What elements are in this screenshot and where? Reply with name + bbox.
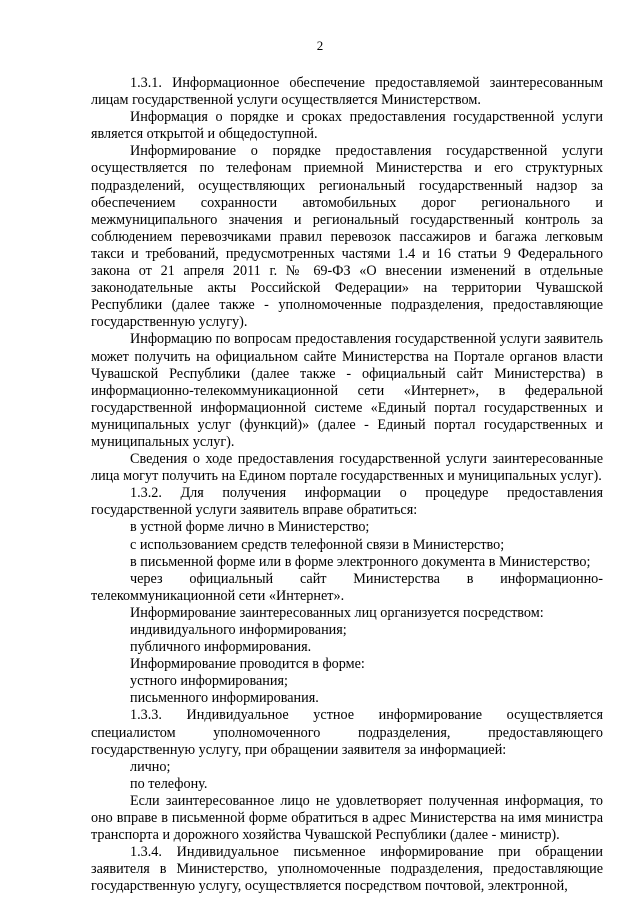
paragraph-1-3-1: 1.3.1. Информационное обеспечение предоставляемой заинтересованным лицам государственной услуги осуществляется Министерством.	[91, 75, 603, 109]
paragraph: Информирование заинтересованных лиц организуется посредством:	[130, 604, 544, 621]
page-number: 2	[316, 38, 324, 53]
paragraph: Сведения о ходе предоставления государственной услуги заинтересованные лица могут получить на Едином портале государственных и муниципальных услуг).	[91, 451, 603, 485]
list-item: письменного информирования.	[130, 690, 319, 707]
paragraph: Если заинтересованное лицо не удовлетворяет полученная информация, то оно вправе в письменной форме обратиться в адрес Министерства на имя министра транспорта и дорожного хозяйства Чувашской Республики (далее - министр).	[91, 792, 603, 844]
paragraph-1-3-3: 1.3.3. Индивидуальное устное информирование осуществляется специалистом уполномоченного подразделения, предоставляющего государственную услугу, при обращении заявителя за информацией:	[91, 707, 603, 758]
paragraph: Информирование проводится в форме:	[130, 656, 365, 673]
document-body	[91, 75, 603, 896]
list-item: с использованием средств телефонной связи в Министерство;	[130, 536, 505, 553]
paragraph-1-3-4: 1.3.4. Индивидуальное письменное информирование при обращении заявителя в Министерство, уполномоченные подразделения, предоставляющие государственную услугу, осуществляется посредством почтовой, электронной,	[91, 844, 603, 895]
list-item: публичного информирования.	[130, 639, 312, 656]
list-item: в письменной форме или в форме электронного документа в Министерство;	[130, 553, 591, 570]
paragraph: Информация о порядке и сроках предоставления государственной услуги является открытой и общедоступной.	[91, 109, 603, 143]
list-item: в устной форме лично в Министерство;	[130, 519, 370, 536]
paragraph: Информирование о порядке предоставления государственной услуги осуществляется по телефонам приемной Министерства и его структурных подразделений, осуществляющих региональный государственный надзор за обеспечением сохранности автомобильных дорог регионального и межмуниципального значения и региональный государственный контроль за соблюдением перевозчиками правил перевозок пассажиров и багажа легковым такси и требований, предусмотренных частями 1.4 и 16 статьи 9 Федерального закона от 21 апреля 2011 г. № 69-ФЗ «О внесении изменений в отдельные законодательные акты Российской Федерации» на территории Чувашской Республики (далее также - уполномоченные подразделения, предоставляющие государственную услугу).	[91, 143, 603, 331]
list-item: через официальный сайт Министерства в информационно-телекоммуникационной сети «Интернет».	[91, 570, 603, 604]
list-item: устного информирования;	[130, 673, 288, 690]
list-item: лично;	[130, 758, 171, 775]
paragraph: Информацию по вопросам предоставления государственной услуги заявитель может получить на официальном сайте Министерства на Портале органов власти Чувашской Республики (далее также - официальный сайт Министерства) в информационно-телекоммуникационной сети «Интернет», в федеральной государственной информационной системе «Единый портал государственных и муниципальных услуг (функций)» (далее - Единый портал государственных и муниципальных услуг).	[91, 331, 603, 450]
list-item: по телефону.	[130, 775, 208, 792]
paragraph-1-3-2: 1.3.2. Для получения информации о процедуре предоставления государственной услуги заявитель вправе обратиться:	[91, 485, 603, 519]
list-item: индивидуального информирования;	[130, 622, 347, 638]
